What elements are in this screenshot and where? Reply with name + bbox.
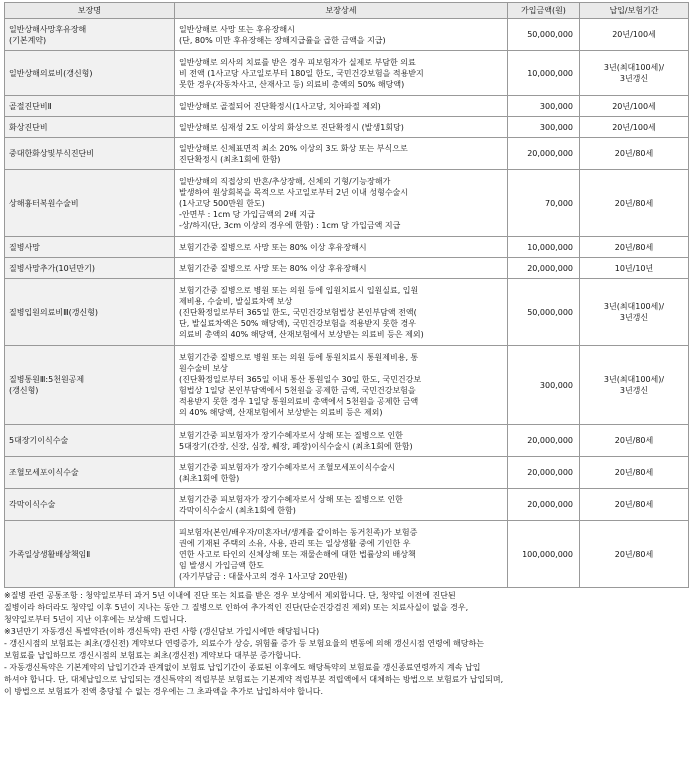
coverage-period [580, 457, 689, 489]
coverage-period-line: 3년갱신 [619, 313, 649, 322]
coverage-period-line: 3년(최대100세)/ [603, 375, 665, 384]
coverage-period-line: 20년/80세 [614, 149, 654, 158]
footnote-line: - 자동갱신특약은 기본계약의 납입기간과 관계없이 보험료 납입기간이 종료된 이후에도 해당특약의 보험료를 갱신종료연령까지 계속 납입 [4, 663, 481, 672]
coverage-detail-line: 일반상해로 골절되어 진단확정시(1사고당, 치아파절 제외) [179, 101, 381, 111]
coverage-name-line: 질병입원의료비Ⅲ(갱신형) [9, 307, 99, 317]
footnote-line: ※질병 관련 공통조항 : 청약일로부터 과거 5년 이내에 진단 또는 치료를 받은 경우 보상에서 제외합니다. 단, 청약일 이전에 진단된 [4, 591, 456, 600]
coverage-detail-line: -상/하지(단, 3cm 이상의 경우에 한함) : 1cm 당 가입금액 지급 [179, 220, 401, 230]
coverage-name [5, 117, 175, 138]
table-row [5, 51, 689, 96]
coverage-amount: 20,000,000 [508, 258, 580, 279]
coverage-period-line: 20년/80세 [614, 500, 654, 509]
coverage-detail-line: (진단확정일로부터 365일 이내 통산 통원일수 30일 한도, 국민건강보 [179, 375, 422, 384]
coverage-detail [175, 425, 508, 457]
coverage-detail [175, 138, 508, 170]
coverage-detail-line: 진단확정시 (최초1회에 한함) [179, 154, 281, 164]
coverage-name [5, 19, 175, 51]
coverage-name-line: 각막이식수술 [9, 500, 56, 509]
coverage-amount: 10,000,000 [508, 51, 580, 96]
coverage-name-line: 화상진단비 [9, 122, 48, 132]
coverage-detail [175, 170, 508, 237]
footnote-line: 청약일로부터 5년이 지난 이후에는 보상해 드립니다. [4, 615, 187, 624]
coverage-detail-line: 보험기간중 질병으로 사망 또는 80% 이상 후유장해시 [179, 263, 367, 273]
coverage-detail [175, 19, 508, 51]
coverage-detail-line: 의료비 총액의 40% 해당액, 산재보험에서 보상받는 의료비 등은 제외) [179, 329, 424, 339]
coverage-detail-line: (자기부담금 : 대물사고의 경우 1사고당 20만원) [179, 571, 348, 581]
coverage-name-line: (갱신형) [9, 386, 39, 395]
coverage-period-line: 3년갱신 [619, 386, 649, 395]
coverage-detail-line: 보험기간중 질병으로 사망 또는 80% 이상 후유장해시 [179, 242, 367, 252]
table-row [5, 279, 689, 346]
coverage-period-line: 3년갱신 [619, 74, 649, 83]
footnote-line: ※3년만기 자동갱신 특별약관(이하 갱신특약) 관련 사항 (갱신담보 가입시에만 해당됩니다) [4, 627, 320, 636]
coverage-period [580, 51, 689, 96]
coverage-detail-line: 각막이식수술시 (최초1회에 한함) [179, 505, 296, 515]
coverage-detail [175, 489, 508, 521]
coverage-detail-line: 보험기간중 피보험자가 장기수혜자로서 상해 또는 질병으로 인한 [179, 430, 403, 440]
coverage-detail-line: 보험기간중 피보험자가 장기수혜자로서 조혈모세포이식수술시 [179, 462, 396, 472]
coverage-detail [175, 258, 508, 279]
table-row [5, 170, 689, 237]
coverage-detail [175, 96, 508, 117]
coverage-period [580, 117, 689, 138]
coverage-period [580, 96, 689, 117]
coverage-name-line: 질병통원Ⅲ:5천원공제 [9, 375, 85, 384]
coverage-detail-line: 임 발생시 가입금액 한도 [179, 560, 264, 570]
coverage-name [5, 258, 175, 279]
coverage-period-line: 20년/80세 [614, 198, 654, 208]
coverage-detail-line: 못한 경우(자동차사고, 산재사고 등) 의료비 총액의 50% 해당액) [179, 79, 405, 89]
coverage-period [580, 258, 689, 279]
coverage-amount: 300,000 [508, 96, 580, 117]
coverage-name [5, 51, 175, 96]
coverage-detail [175, 279, 508, 346]
coverage-name-line: (기본계약) [9, 35, 47, 45]
coverage-amount: 100,000,000 [508, 521, 580, 588]
coverage-name-line: 일반상해사망후유장해 [9, 24, 87, 34]
coverage-name [5, 279, 175, 346]
coverage-name-line: 골절진단비Ⅱ [9, 101, 52, 111]
coverage-period [580, 19, 689, 51]
coverage-period-line: 20년/100세 [612, 122, 656, 132]
coverage-amount: 300,000 [508, 346, 580, 425]
table-row [5, 457, 689, 489]
coverage-period-line: 20년/100세 [612, 30, 656, 39]
footnote-line: 하셔야 합니다. 단, 대체납입으로 납입되는 갱신특약의 적립부분 보험료는 기본계약 적립부분 적립액에서 대체하는 방법으로 보험료가 납입되며, [4, 675, 504, 684]
coverage-period-line: 3년(최대100세)/ [603, 302, 665, 311]
coverage-detail-line: (진단확정일로부터 365일 한도, 국민건강보험법상 본인부담액 전액( [179, 307, 417, 317]
coverage-period [580, 170, 689, 237]
footnote-line: - 갱신시점의 보험료는 최초(갱신전) 계약보다 연령증가, 의료수가 상승, 위험률 증가 등 보험요율의 변동에 의해 갱신시점 연령에 해당하는 [4, 639, 484, 648]
coverage-amount: 20,000,000 [508, 457, 580, 489]
coverage-name-line: 상해흉터복원수술비 [9, 198, 79, 208]
coverage-amount: 70,000 [508, 170, 580, 237]
coverage-detail [175, 51, 508, 96]
coverage-table [4, 2, 689, 588]
coverage-period-line: 10년/10년 [614, 263, 654, 273]
table-row [5, 138, 689, 170]
coverage-name [5, 170, 175, 237]
coverage-name-line: 질병사망 [9, 242, 40, 252]
table-row [5, 96, 689, 117]
header-amount: 가입금액(원) [508, 3, 580, 19]
coverage-period-line: 20년/80세 [614, 436, 654, 445]
coverage-detail-line: (1사고당 500만원 한도) [179, 198, 265, 208]
coverage-detail-line: 5대장기(간장, 신장, 심장, 췌장, 폐장)이식수술시 (최초1회에 한함) [179, 441, 413, 451]
table-row [5, 425, 689, 457]
coverage-period-line: 3년(최대100세)/ [603, 63, 665, 72]
coverage-detail-line: 원수술비 보상 [179, 364, 228, 373]
coverage-period [580, 346, 689, 425]
coverage-name-line: 일반상해의료비(갱신형) [9, 68, 93, 78]
coverage-name-line: 질병사망추가(10년만기) [9, 263, 95, 273]
coverage-name [5, 346, 175, 425]
table-row [5, 346, 689, 425]
coverage-period [580, 521, 689, 588]
coverage-detail-line: 일반상해로 사망 또는 후유장해시 [179, 24, 295, 34]
table-row [5, 237, 689, 258]
coverage-amount: 20,000,000 [508, 425, 580, 457]
coverage-name [5, 457, 175, 489]
coverage-detail-line: 험법상 1일당 본인부담액에서 5천원을 공제한 금액, 국민건강보험을 [179, 386, 416, 395]
coverage-name-line: 5대장기이식수술 [9, 436, 69, 445]
coverage-detail [175, 237, 508, 258]
coverage-detail-line: -안면부 : 1cm 당 가입금액의 2배 지급 [179, 209, 315, 219]
footnote-line: 보험료를 납입하므로 갱신시점의 보험료는 최초(갱신전) 계약보다 대부분 증가합니다. [4, 651, 302, 660]
coverage-period [580, 279, 689, 346]
coverage-period [580, 237, 689, 258]
coverage-name-line: 중대한화상및부식진단비 [9, 149, 95, 158]
coverage-detail-line: 권에 기재된 주택의 소유, 사용, 관리 또는 일상생활 중에 기인한 우 [179, 538, 411, 548]
coverage-amount: 50,000,000 [508, 279, 580, 346]
coverage-detail-line: 피보험자(본인/배우자/미혼자녀/생계를 같이하는 동거친족)가 보험증 [179, 527, 418, 537]
coverage-detail-line: 발생하여 원상회복을 목적으로 사고일로부터 2년 이내 성형수술시 [179, 187, 409, 197]
coverage-name [5, 96, 175, 117]
header-detail: 보장상세 [175, 3, 508, 19]
footnote-line: 이 방법으로 보험료가 전액 충당될 수 없는 경우에는 그 초과액을 추가로 납입하셔야 합니다. [4, 687, 323, 696]
coverage-detail [175, 117, 508, 138]
coverage-detail-line: 일반상해로 의사의 치료를 받은 경우 피보험자가 실제로 부담한 의료 [179, 57, 416, 67]
coverage-name [5, 425, 175, 457]
coverage-detail [175, 346, 508, 425]
coverage-detail-line: 보험기간중 질병으로 병원 또는 의원 등에 입원치료시 입원실료, 입원 [179, 285, 419, 295]
coverage-name-line: 가족일상생활배상책임Ⅱ [9, 549, 91, 559]
footnotes [4, 588, 688, 698]
coverage-detail [175, 457, 508, 489]
coverage-detail-line: (단, 80% 미만 후유장해는 장해지급률을 곱한 금액을 지급) [179, 35, 386, 45]
coverage-name [5, 489, 175, 521]
header-period: 납입/보험기간 [580, 3, 689, 19]
coverage-period [580, 489, 689, 521]
table-header-row [5, 3, 689, 19]
coverage-amount: 20,000,000 [508, 489, 580, 521]
coverage-period-line: 20년/100세 [612, 101, 656, 111]
coverage-name-line: 조혈모세포이식수술 [9, 468, 79, 477]
coverage-amount: 20,000,000 [508, 138, 580, 170]
coverage-period [580, 425, 689, 457]
table-row [5, 489, 689, 521]
table-row [5, 19, 689, 51]
coverage-name [5, 138, 175, 170]
header-name: 보장명 [5, 3, 175, 19]
coverage-amount: 10,000,000 [508, 237, 580, 258]
table-row [5, 258, 689, 279]
coverage-detail-line: 단, 발실료차액은 50% 해당액), 국민건강보험을 적용받지 못한 경우 [179, 318, 416, 328]
coverage-period [580, 138, 689, 170]
coverage-amount: 300,000 [508, 117, 580, 138]
coverage-detail-line: 의 40% 해당액, 산재보험에서 보상받는 의료비 등은 제외) [179, 408, 383, 417]
footnote-line: 질병이라 하더라도 청약일 이후 5년이 지나는 동안 그 질병으로 인하여 추가적인 진단(단순건강검진 제외) 또는 치료사실이 없을 경우, [4, 603, 469, 612]
coverage-detail-line: 적용받지 못한 경우 1일당 통원의료비 총액에서 5천원을 공제한 금액 [179, 397, 419, 406]
coverage-detail-line: 일반상해의 직접상의 반흔/추상장해, 신체의 기형/기능장해가 [179, 176, 391, 186]
coverage-name [5, 521, 175, 588]
coverage-detail-line: 일반상해로 신체표면적 최소 20% 이상의 3도 화상 또는 부식으로 [179, 143, 408, 153]
coverage-detail-line: 보험기간중 질병으로 병원 또는 의원 등에 통원치료시 통원제비용, 통 [179, 353, 419, 362]
coverage-detail [175, 521, 508, 588]
coverage-period-line: 20년/80세 [614, 468, 654, 477]
coverage-detail-line: 제비용, 수술비, 발실료차액 보상 [179, 296, 293, 306]
table-row [5, 117, 689, 138]
coverage-amount: 50,000,000 [508, 19, 580, 51]
coverage-detail-line: 보험기간중 피보험자가 장기수혜자로서 상해 또는 질병으로 인한 [179, 494, 403, 504]
coverage-period-line: 20년/80세 [614, 549, 654, 559]
coverage-detail-line: (최초1회에 한함) [179, 473, 240, 483]
coverage-period-line: 20년/80세 [614, 242, 654, 252]
table-row [5, 521, 689, 588]
coverage-name [5, 237, 175, 258]
coverage-detail-line: 연한 사고로 타인의 신체상해 또는 재물손해에 대한 법률상의 배상책 [179, 549, 416, 559]
coverage-detail-line: 비 전액 (1사고당 사고일로부터 180일 한도, 국민건강보험을 적용받지 [179, 68, 424, 78]
coverage-detail-line: 일반상해로 심재성 2도 이상의 화상으로 진단확정시 (발생1회당) [179, 122, 404, 132]
